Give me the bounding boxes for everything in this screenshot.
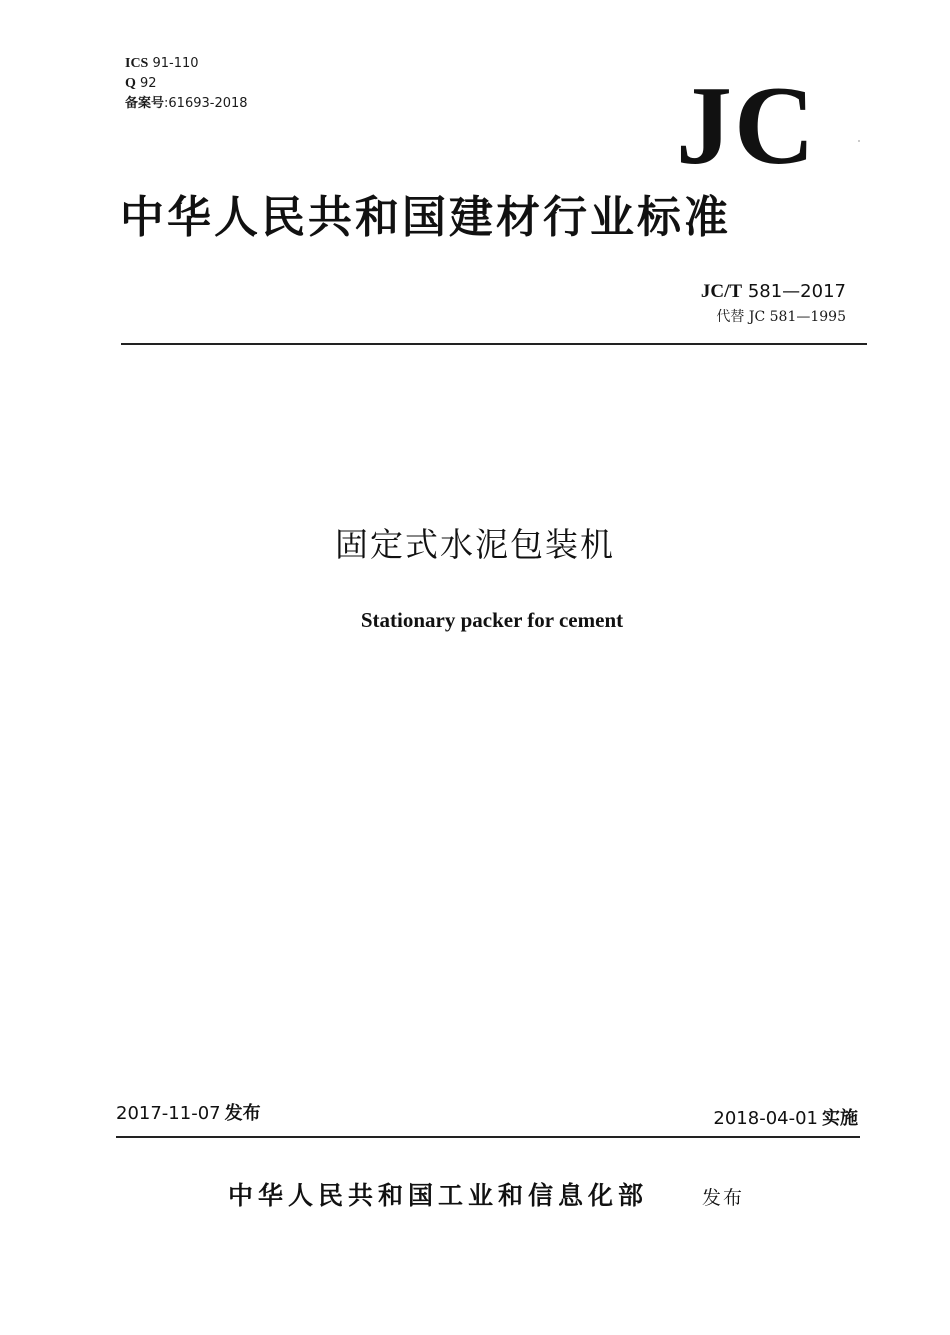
publish-date bbox=[116, 1101, 261, 1127]
standard-number bbox=[701, 280, 846, 304]
filing-value: :61693-2018 bbox=[164, 96, 248, 111]
publisher-action: 发布 bbox=[702, 1187, 745, 1209]
scan-speck bbox=[858, 140, 860, 142]
replaces-note: 代替 JC 581—1995 bbox=[716, 309, 846, 325]
bottom-divider bbox=[116, 1136, 860, 1138]
publish-date-value: 2017-11-07 bbox=[116, 1103, 221, 1124]
ics-value: 91-110 bbox=[152, 56, 199, 71]
industry-standard-title: 中华人民共和国建材行业标准 bbox=[120, 192, 731, 243]
standard-prefix: JC/T bbox=[700, 281, 743, 302]
ccs-value: 92 bbox=[140, 76, 157, 91]
ccs-label: Q bbox=[125, 76, 136, 91]
filing-label: 备案号 bbox=[125, 96, 165, 111]
document-title: 固定式水泥包装机 bbox=[335, 525, 615, 564]
ics-code bbox=[125, 54, 248, 74]
publish-date-label: 发布 bbox=[224, 1103, 261, 1124]
top-divider bbox=[121, 343, 867, 345]
ics-label: ICS bbox=[125, 56, 149, 71]
effective-date-label: 实施 bbox=[822, 1108, 858, 1129]
classification-block bbox=[125, 54, 248, 114]
standard-code: 581—2017 bbox=[747, 281, 846, 302]
ccs-code bbox=[125, 74, 248, 94]
effective-date bbox=[713, 1106, 858, 1132]
jc-logo: JC bbox=[676, 64, 817, 188]
document-title-english: Stationary packer for cement bbox=[360, 608, 624, 632]
publisher-name: 中华人民共和国工业和信息化部 bbox=[228, 1181, 649, 1210]
effective-date-value: 2018-04-01 bbox=[713, 1108, 818, 1129]
filing-number bbox=[125, 94, 248, 114]
